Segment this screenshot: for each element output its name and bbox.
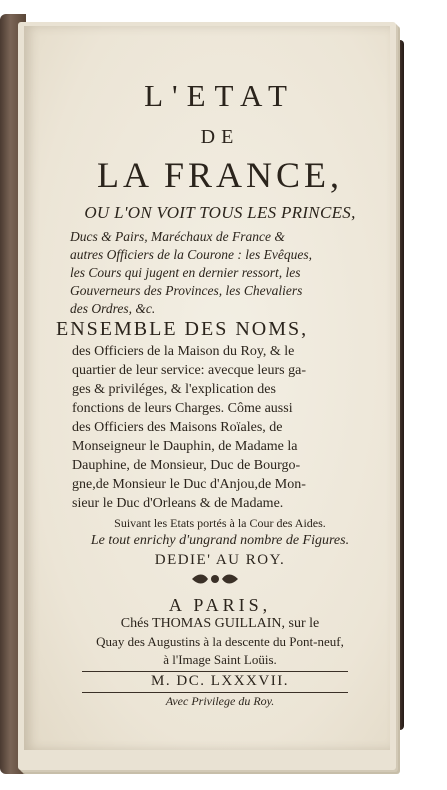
note-etats-cour-des-aides: Suivant les Etats portés à la Cour des Aides. <box>114 516 326 530</box>
title-line-la-france: LA FRANCE, <box>96 155 344 195</box>
body-line: les Cours qui jugent en dernier ressort, les <box>70 265 301 280</box>
body-line: sieur le Duc d'Orleans & de Madame. <box>72 496 284 511</box>
body-line: des Ordres, &c. <box>70 301 156 316</box>
body-line: fonctions de leurs Charges. Côme aussi <box>72 401 293 416</box>
subtitle-princes: OU L'ON VOIT TOUS LES PRINCES, <box>84 203 356 222</box>
imprint-sign: à l'Image Saint Loüis. <box>163 652 277 667</box>
body-line: Gouverneurs des Provinces, les Chevaliers <box>70 283 303 298</box>
body-line: gne,de Monsieur le Duc d'Anjou,de Mon- <box>72 477 306 492</box>
note-figures: Le tout enrichy d'ungrand nombre de Figures. <box>90 533 350 548</box>
imprint-date: M. DC. LXXXVII. <box>151 673 289 689</box>
imprint-printer: Chés THOMAS GUILLAIN, sur le <box>120 616 320 631</box>
title-line-de: DE <box>200 126 240 148</box>
body-line: quartier de leur service: avecque leurs ga- <box>72 363 306 378</box>
rule-bottom <box>82 692 348 693</box>
body-line: autres Officiers de la Courone : les Evêques, <box>70 247 312 262</box>
body-line: des Officiers des Maisons Roïales, de <box>72 420 283 435</box>
imprint-address: Quay des Augustins à la descente du Pont-neuf, <box>96 634 344 649</box>
imprint-place: A PARIS, <box>168 595 272 615</box>
body-line: Ducs & Pairs, Maréchaux de France & <box>70 229 285 244</box>
body-line: ges & priviléges, & l'explication des <box>72 382 276 397</box>
body-line: des Officiers de la Maison du Roy, & le <box>72 344 295 359</box>
fleuron-ornament <box>190 572 240 586</box>
heading-ensemble-des-noms: ENSEMBLE DES NOMS, <box>56 318 309 340</box>
privilege: Avec Privilege du Roy. <box>165 694 275 708</box>
dedication: DEDIE' AU ROY. <box>154 552 286 568</box>
body-line: Monseigneur le Dauphin, de Madame la <box>72 439 298 454</box>
rule-top <box>82 671 348 672</box>
title-line-etat: L'ETAT <box>144 78 296 113</box>
body-line: Dauphine, de Monsieur, Duc de Bourgo- <box>72 458 301 473</box>
